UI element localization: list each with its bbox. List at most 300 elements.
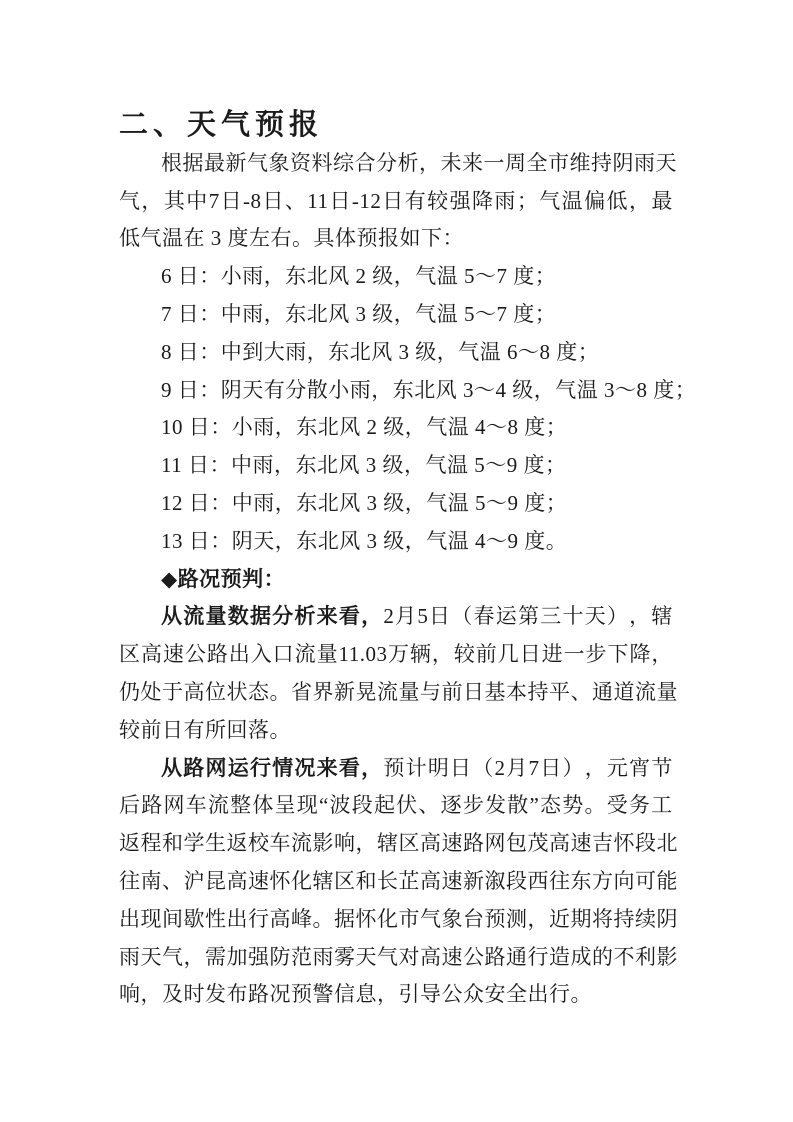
text-token: 雾 — [334, 944, 356, 969]
text-token: 本 — [506, 679, 528, 704]
text-token: 7 — [208, 188, 220, 213]
text-token: 日 — [262, 188, 284, 213]
daily-forecast-list-line: 8 日：中到大雨，东北风 3 级，气温 6～8 度； — [161, 339, 600, 364]
bold-lead-token: ， — [361, 605, 383, 629]
text-token: 根 — [161, 150, 183, 175]
text-token: 期 — [570, 906, 592, 931]
text-token: 南 — [140, 868, 162, 893]
text-token: 强 — [449, 188, 472, 213]
text-token: 十 — [562, 604, 584, 629]
text-token: 未 — [440, 150, 462, 175]
text-token: 。 — [584, 793, 606, 818]
text-token: 段 — [351, 793, 374, 818]
text-token: 辖 — [312, 868, 334, 893]
text-token: ， — [628, 188, 651, 213]
text-token: 造 — [549, 944, 571, 969]
text-token: 基 — [484, 679, 506, 704]
text-token: -12 — [351, 188, 382, 213]
text-token: 现 — [140, 906, 162, 931]
text-token: 高 — [226, 868, 248, 893]
text-token: 较 — [453, 642, 476, 667]
daily-forecast-list-line: 9 日：阴天有分散小雨，东北风 3～4 级，气温 3～8 度； — [161, 377, 697, 402]
text-token: 续 — [635, 906, 657, 931]
text-token: 通 — [592, 679, 614, 704]
text-token: 象 — [441, 906, 463, 931]
road-network-paragraph — [119, 750, 678, 1015]
text-token: 怀 — [269, 868, 291, 893]
text-token: 路 — [206, 642, 229, 667]
text-token: 态 — [540, 793, 562, 818]
text-token: 晃 — [355, 679, 377, 704]
text-token: 阴 — [656, 906, 678, 931]
text-token: 方 — [592, 868, 614, 893]
text-token: 来 — [462, 150, 484, 175]
text-token: 网 — [484, 831, 506, 856]
bold-lead-token: 据 — [249, 605, 272, 629]
text-token: 包 — [506, 831, 528, 856]
document-body — [119, 107, 697, 1014]
road-network-paragraph-line — [119, 939, 678, 977]
bold-lead-token: 情 — [272, 756, 294, 780]
text-token: 和 — [355, 868, 377, 893]
text-token: 影 — [312, 831, 334, 856]
bold-lead-token: 看 — [338, 756, 361, 780]
text-token: 口 — [272, 642, 295, 667]
text-token: 位 — [205, 679, 227, 704]
road-condition-heading — [119, 561, 673, 599]
bold-lead-token: 看 — [338, 605, 361, 629]
text-token: 降 — [629, 642, 651, 667]
bold-lead-token: 运 — [227, 756, 250, 780]
text-token: 较 — [427, 188, 449, 213]
text-token: 新 — [463, 868, 485, 893]
text-token: 合 — [354, 150, 376, 175]
text-token: 高 — [420, 868, 442, 893]
text-token: ； — [516, 188, 539, 213]
text-token: 发 — [485, 793, 507, 818]
text-token: 昆 — [205, 868, 227, 893]
road-network-paragraph-line — [119, 863, 678, 901]
text-token: 最 — [204, 150, 226, 175]
text-token: 西 — [527, 868, 549, 893]
text-token: 气 — [119, 188, 141, 213]
text-token: 周 — [505, 150, 527, 175]
text-token: 资 — [290, 150, 312, 175]
text-token: 利 — [635, 944, 657, 969]
text-token: ， — [527, 906, 549, 931]
road-network-paragraph-line — [119, 750, 673, 788]
text-token: 平 — [549, 679, 571, 704]
text-token: 高 — [549, 831, 571, 856]
text-token: 下 — [607, 642, 629, 667]
text-token: 吉 — [592, 831, 614, 856]
text-token: 长 — [377, 868, 399, 893]
text-token: ， — [355, 831, 377, 856]
text-token: 象 — [268, 150, 290, 175]
text-token: 高 — [140, 642, 163, 667]
text-token: 市 — [548, 150, 570, 175]
daily-forecast-list-line: 12 日：中雨，东北风 3 级，气温 5～9 度； — [161, 490, 568, 515]
text-token: 2 — [494, 755, 506, 780]
bold-lead-token: 流 — [183, 605, 205, 629]
text-token: 雨 — [494, 188, 516, 213]
text-token: 工 — [651, 793, 673, 818]
text-token: 呈 — [274, 793, 297, 818]
text-token: 速 — [162, 642, 185, 667]
text-token: 后 — [119, 793, 141, 818]
text-token: 春 — [473, 604, 496, 629]
text-token: 计 — [405, 755, 428, 780]
text-token: 温 — [561, 188, 584, 213]
traffic-volume-paragraph-line — [119, 674, 678, 712]
text-token: 路 — [484, 944, 506, 969]
weather-summary-paragraph-line — [119, 183, 673, 221]
text-token: 区 — [334, 868, 356, 893]
text-token: 出 — [226, 906, 248, 931]
text-token: 东 — [570, 868, 592, 893]
text-token: 偏 — [584, 188, 606, 213]
text-token: 降 — [471, 188, 494, 213]
text-token: 气 — [247, 150, 269, 175]
text-token: 路 — [141, 793, 163, 818]
text-token: 流 — [207, 793, 230, 818]
text-token: 雨 — [634, 150, 656, 175]
text-token: 公 — [463, 944, 485, 969]
bold-lead-token: 路 — [183, 756, 205, 780]
text-token: 运 — [495, 604, 518, 629]
text-token: 高 — [420, 944, 442, 969]
weather-heading — [119, 107, 673, 145]
text-token: 步 — [585, 642, 608, 667]
text-token: 维 — [569, 150, 591, 175]
text-token: 整 — [230, 793, 252, 818]
text-token: 三 — [540, 604, 562, 629]
text-token: 量 — [398, 679, 420, 704]
text-token: 芷 — [398, 868, 420, 893]
text-token: 月 — [395, 604, 417, 629]
text-token: 天 — [655, 150, 677, 175]
text-token: 气 — [377, 944, 399, 969]
text-token: 预 — [484, 906, 506, 931]
bold-lead-token: 来 — [316, 756, 339, 780]
text-token: 、 — [418, 793, 440, 818]
text-token: 全 — [526, 150, 548, 175]
text-token: 化 — [377, 906, 399, 931]
text-token: 据 — [182, 150, 204, 175]
text-token: 将 — [592, 906, 614, 931]
text-token: 前 — [475, 642, 498, 667]
text-token: ， — [141, 188, 163, 213]
text-token: 程 — [140, 831, 162, 856]
weather-summary-paragraph — [119, 145, 677, 258]
text-token: 11 — [307, 188, 329, 213]
text-token: 第 — [517, 604, 540, 629]
text-token: 11.03 — [338, 642, 388, 667]
text-token: 天 — [355, 944, 377, 969]
traffic-volume-paragraph-line: 较前日有所回落。 — [119, 717, 291, 742]
text-token: 车 — [185, 793, 208, 818]
text-token: 料 — [311, 150, 333, 175]
text-token: 有 — [404, 188, 427, 213]
text-token: 。 — [312, 906, 334, 931]
text-token: 分 — [376, 150, 398, 175]
text-token: 行 — [248, 906, 270, 931]
text-token: 万 — [387, 642, 410, 667]
text-token: 沪 — [183, 868, 205, 893]
text-token: 7 — [528, 755, 540, 780]
text-token: 测 — [506, 906, 528, 931]
text-token: 低 — [606, 188, 629, 213]
traffic-volume-paragraph — [119, 598, 678, 749]
text-token: （ — [472, 755, 494, 780]
text-token: 车 — [269, 831, 291, 856]
text-token: 公 — [184, 642, 207, 667]
text-token: 雨 — [119, 944, 141, 969]
text-token: 日 — [450, 755, 472, 780]
text-token: 综 — [333, 150, 355, 175]
text-token: 宵 — [629, 755, 651, 780]
text-token: 北 — [656, 831, 678, 856]
text-token: 与 — [420, 679, 442, 704]
bold-lead-token: 量 — [205, 605, 227, 629]
text-token: ， — [651, 642, 673, 667]
text-token: 段 — [506, 868, 528, 893]
text-token: 怀 — [613, 831, 635, 856]
text-token: 入 — [250, 642, 273, 667]
text-token: ， — [183, 944, 205, 969]
text-token: 务 — [628, 793, 651, 818]
daily-forecast-list-line: 7 日：中雨，东北风 3 级，气温 5～7 度； — [161, 301, 557, 326]
text-token: 受 — [606, 793, 629, 818]
text-token: 日 — [429, 604, 451, 629]
text-token: 高 — [183, 679, 205, 704]
text-token: 学 — [183, 831, 205, 856]
text-token: 间 — [162, 906, 184, 931]
text-token: 雨 — [312, 944, 334, 969]
text-token: 、 — [570, 679, 592, 704]
text-token: 明 — [427, 755, 450, 780]
text-token: 区 — [398, 831, 420, 856]
text-token: 伏 — [396, 793, 418, 818]
text-token: 、 — [284, 188, 307, 213]
text-token: 持 — [527, 679, 549, 704]
text-token: 日 — [220, 188, 243, 213]
text-token: 辖 — [651, 604, 673, 629]
text-token: 通 — [506, 944, 528, 969]
weather-summary-paragraph-line — [119, 145, 677, 183]
daily-forecast-list-line: 6 日：小雨，东北风 2 级，气温 5～7 度； — [161, 264, 557, 289]
text-token: ， — [629, 604, 651, 629]
text-token: 析 — [397, 150, 419, 175]
text-token: 体 — [252, 793, 274, 818]
traffic-volume-paragraph-line — [119, 598, 673, 636]
text-token: 天 — [140, 944, 162, 969]
text-token: 中 — [186, 188, 208, 213]
text-token: 气 — [539, 188, 561, 213]
text-token: ） — [562, 755, 584, 780]
text-token: -8 — [243, 188, 262, 213]
text-token: 预 — [383, 755, 405, 780]
text-token: 、 — [162, 868, 184, 893]
traffic-volume-paragraph-line — [119, 636, 673, 674]
text-token: “ — [318, 793, 329, 818]
text-token: 势 — [562, 793, 584, 818]
text-token: 态 — [248, 679, 270, 704]
road-network-paragraph-line — [119, 901, 678, 939]
text-token: 高 — [420, 831, 442, 856]
text-token: 成 — [570, 944, 592, 969]
road-condition-heading-line: ◆路况预判： — [161, 567, 286, 591]
text-token: 前 — [441, 679, 463, 704]
text-token: ” — [529, 793, 540, 818]
text-token: 几 — [497, 642, 520, 667]
text-token: 天 — [584, 604, 607, 629]
text-token: 歇 — [183, 906, 205, 931]
text-token: 处 — [140, 679, 162, 704]
text-token: 出 — [119, 906, 141, 931]
text-token: 其 — [163, 188, 186, 213]
text-token: （ — [451, 604, 473, 629]
text-token: 防 — [269, 944, 291, 969]
text-token: 校 — [248, 831, 270, 856]
bold-lead-token: 来 — [316, 605, 339, 629]
text-token: 流 — [377, 679, 399, 704]
text-token: 生 — [205, 831, 227, 856]
text-token: 5 — [417, 604, 429, 629]
text-token: 速 — [248, 868, 270, 893]
text-token: 持 — [613, 906, 635, 931]
text-token: 界 — [312, 679, 334, 704]
daily-forecast-list-line: 11 日：中雨，东北风 3 级，气温 5～9 度； — [161, 453, 567, 478]
bold-lead-token: 从 — [161, 605, 183, 629]
road-network-paragraph-line: 响，及时发布路况预警信息，引导公众安全出行。 — [119, 982, 592, 1007]
text-token: 流 — [291, 831, 313, 856]
text-token: 辆 — [409, 642, 432, 667]
text-token: 2 — [383, 604, 395, 629]
text-token: 近 — [549, 906, 571, 931]
text-token: 出 — [228, 642, 251, 667]
text-token: 最 — [651, 188, 673, 213]
text-token: 和 — [162, 831, 184, 856]
weather-summary-paragraph-line: 低气温在 3 度左右。具体预报如下： — [119, 226, 464, 251]
text-token: 仍 — [119, 679, 141, 704]
road-network-paragraph-line — [119, 825, 678, 863]
bold-lead-token: ， — [361, 756, 383, 780]
text-token: 可 — [635, 868, 657, 893]
text-token: 怀 — [355, 906, 377, 931]
text-token: 一 — [563, 642, 586, 667]
text-token: 道 — [613, 679, 635, 704]
text-token: 日 — [463, 679, 485, 704]
text-token: 进 — [541, 642, 564, 667]
text-token: 速 — [441, 831, 463, 856]
text-token: 能 — [656, 868, 678, 893]
text-token: 茂 — [527, 831, 549, 856]
text-token: 范 — [291, 944, 313, 969]
text-token: 新 — [334, 679, 356, 704]
weather-heading-line: 二、天气预报 — [119, 109, 324, 141]
text-token: 散 — [507, 793, 529, 818]
text-token: 步 — [462, 793, 485, 818]
text-token: 路 — [463, 831, 485, 856]
text-token: 节 — [651, 755, 673, 780]
bold-lead-token: 从 — [161, 756, 183, 780]
text-token: 区 — [119, 642, 141, 667]
text-token: 现 — [296, 793, 319, 818]
bold-lead-token: 析 — [294, 605, 316, 629]
text-token: 逐 — [440, 793, 463, 818]
text-token: 强 — [248, 944, 270, 969]
text-token: 量 — [316, 642, 339, 667]
text-token: 日 — [382, 188, 404, 213]
text-token: 速 — [441, 944, 463, 969]
text-token: 起 — [373, 793, 396, 818]
text-token: 速 — [441, 868, 463, 893]
text-token: 量 — [656, 679, 678, 704]
text-token: 高 — [269, 906, 291, 931]
text-token: 阴 — [612, 150, 634, 175]
text-token: 持 — [591, 150, 613, 175]
text-token: 不 — [613, 944, 635, 969]
daily-forecast-list-line: 10 日：小雨，东北风 2 级，气温 4～8 度； — [161, 415, 568, 440]
text-token: 往 — [549, 868, 571, 893]
bold-lead-token: 分 — [272, 605, 294, 629]
text-token: 市 — [398, 906, 420, 931]
text-token: 日 — [540, 755, 562, 780]
text-token: 性 — [205, 906, 227, 931]
text-token: 气 — [420, 906, 442, 931]
text-token: 响 — [334, 831, 356, 856]
text-token: 速 — [570, 831, 592, 856]
text-token: 对 — [398, 944, 420, 969]
text-token: 据 — [334, 906, 356, 931]
text-token: 波 — [329, 793, 352, 818]
text-token: 月 — [506, 755, 528, 780]
text-token: ， — [419, 150, 441, 175]
text-token: ， — [431, 642, 454, 667]
text-token: ， — [584, 755, 607, 780]
daily-forecast-list-line: 13 日：阴天，东北风 3 级，气温 4～9 度。 — [161, 528, 568, 553]
text-token: 流 — [294, 642, 317, 667]
daily-forecast-list — [119, 258, 697, 560]
text-token: 化 — [291, 868, 313, 893]
text-token: 一 — [483, 150, 505, 175]
text-token: 需 — [205, 944, 227, 969]
text-token: 日 — [329, 188, 351, 213]
text-token: 流 — [635, 679, 657, 704]
text-token: 加 — [226, 944, 248, 969]
text-token: 返 — [119, 831, 141, 856]
road-network-paragraph-line — [119, 787, 673, 825]
text-token: 台 — [463, 906, 485, 931]
text-token: ） — [606, 604, 629, 629]
text-token: 的 — [592, 944, 614, 969]
text-token: 溆 — [484, 868, 506, 893]
text-token: 于 — [162, 679, 184, 704]
text-token: 元 — [606, 755, 629, 780]
text-token: 峰 — [291, 906, 313, 931]
text-token: 返 — [226, 831, 248, 856]
bold-lead-token: 网 — [205, 756, 227, 780]
text-token: 影 — [656, 944, 678, 969]
text-token: 往 — [119, 868, 141, 893]
bold-lead-token: 数 — [227, 605, 250, 629]
text-token: 辖 — [377, 831, 399, 856]
text-token: 状 — [226, 679, 248, 704]
text-token: 日 — [519, 642, 542, 667]
bold-lead-token: 况 — [294, 756, 316, 780]
text-token: 段 — [635, 831, 657, 856]
